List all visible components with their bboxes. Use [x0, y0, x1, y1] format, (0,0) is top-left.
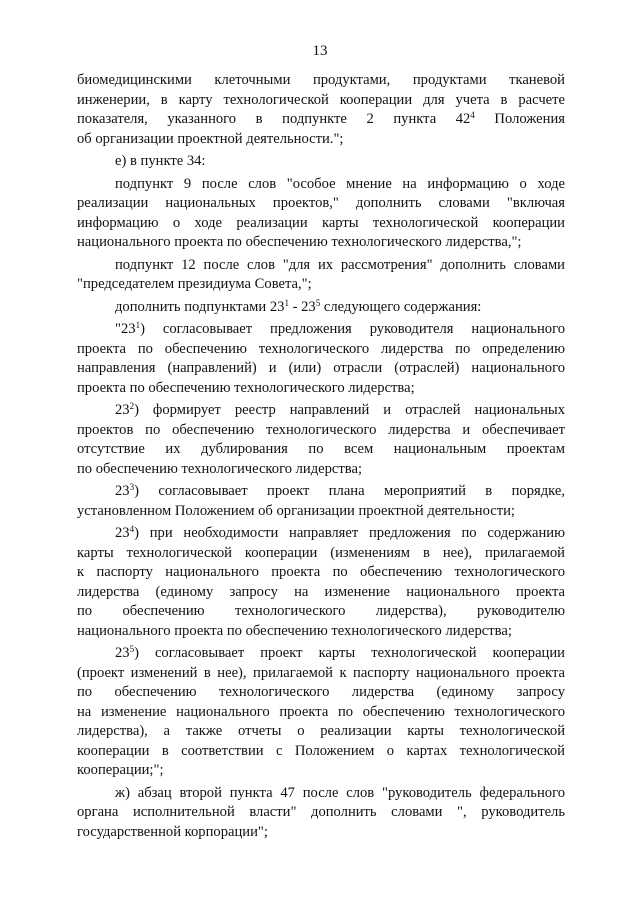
text-line: [77, 91, 565, 111]
text-segment: лидерства), а также отчеты о реализации карты технологической: [77, 723, 565, 739]
text-segment: по обеспечению технологического лидерства (единому запросу: [77, 684, 565, 700]
text-line: [77, 722, 565, 742]
text-line: [77, 340, 565, 360]
text-line: [77, 622, 565, 642]
text-line: [77, 761, 565, 781]
text-line: [77, 502, 565, 522]
text-segment: ) согласовывает проект плана мероприятий в порядке,: [134, 483, 565, 499]
text-segment: национального проекта по обеспечению технологического лидерства;: [77, 622, 512, 639]
text-segment: лидерства (единому запросу на изменение национального проекта: [77, 583, 565, 600]
text-segment: е) в пункте 34:: [115, 153, 206, 169]
text-segment: кооперации в соответствии с Положением о картах технологической: [77, 742, 565, 759]
text-segment: дополнить подпунктами 23: [115, 298, 285, 315]
superscript: 1: [135, 320, 141, 330]
text-segment: инженерии, в карту технологической кооперации для учета в расчете: [77, 91, 565, 108]
text-segment: ) согласовывает предложения руководителя национального: [140, 321, 565, 337]
text-segment: "23: [115, 321, 136, 337]
text-segment: ) согласовывает проект карты технологической кооперации: [134, 645, 565, 661]
text-line: [77, 379, 565, 399]
text-segment: "председателем президиума Совета,";: [77, 276, 312, 292]
text-segment: по обеспечению технологического лидерства;: [77, 460, 363, 477]
text-line: [77, 460, 565, 480]
superscript: 5: [315, 297, 321, 308]
text-line: [77, 823, 565, 843]
text-segment: проекта по обеспечению технологического лидерства;: [77, 379, 415, 396]
text-segment: на изменение национального проекта по обеспечению технологического: [77, 703, 565, 720]
document-body: [77, 71, 565, 842]
text-line: [77, 175, 565, 195]
superscript: 3: [129, 482, 135, 492]
text-line: [77, 664, 565, 684]
text-segment: 23: [115, 645, 130, 661]
text-segment: 23: [115, 525, 130, 541]
text-line: [77, 644, 565, 664]
text-line: [77, 524, 565, 544]
text-line: [77, 440, 565, 460]
text-segment: ) при необходимости направляет предложения по содержанию: [134, 525, 565, 541]
text-segment: информацию о ходе реализации карты технологической кооперации: [77, 214, 565, 231]
text-segment: подпункт 9 после слов "особое мнение на информацию о ходе: [115, 175, 565, 192]
superscript: 4: [470, 110, 475, 120]
text-segment: ) формирует реестр направлений и отраслей национальных: [134, 402, 565, 418]
text-line: [77, 214, 565, 234]
text-line: [77, 110, 565, 130]
text-segment: реализации национальных проектов," дополнить словами "включая: [77, 195, 565, 211]
text-line: [77, 683, 565, 703]
text-line: [77, 359, 565, 379]
text-segment: следующего содержания:: [320, 298, 482, 315]
page-number: 13: [312, 43, 328, 59]
text-segment: установленном Положением об организации проектной деятельности;: [77, 502, 515, 519]
text-segment: 23: [115, 483, 130, 499]
text-segment: органа исполнительной власти" дополнить словами ", руководитель: [77, 804, 565, 820]
text-segment: отсутствие их дублирования по всем национальным проектам: [77, 441, 565, 457]
text-segment: проекта по обеспечению технологического лидерства по определению: [77, 340, 565, 357]
text-line: [77, 421, 565, 441]
text-segment: кооперации;";: [77, 762, 164, 778]
superscript: 2: [129, 401, 135, 411]
text-segment: (проект изменений в нее), прилагаемой к паспорту национального проекта: [77, 664, 565, 681]
text-line: [77, 602, 565, 622]
text-line: [77, 583, 565, 603]
superscript: 5: [129, 644, 135, 654]
text-line: [77, 71, 565, 91]
text-line: [77, 130, 565, 150]
text-line: [77, 320, 565, 340]
text-line: [77, 703, 565, 723]
text-segment: национального проекта по обеспечению технологического лидерства,";: [77, 234, 522, 250]
text-segment: 23: [115, 402, 130, 418]
text-line: [77, 256, 565, 276]
text-line: [77, 194, 565, 214]
text-segment: ж) абзац второй пункта 47 после слов "руководитель федерального: [115, 784, 565, 801]
text-segment: к паспорту национального проекта по обеспечению технологического: [77, 564, 565, 580]
text-segment: карты технологической кооперации (изменениям в нее), прилагаемой: [77, 544, 565, 561]
text-line: [77, 401, 565, 421]
text-segment: подпункт 12 после слов "для их рассмотрения" дополнить словами: [115, 256, 565, 273]
text-line: [77, 233, 565, 253]
superscript: 4: [129, 524, 135, 534]
text-segment: государственной корпорации";: [77, 823, 268, 840]
text-line: [77, 482, 565, 502]
text-line: [77, 544, 565, 564]
text-segment: - 23: [288, 298, 316, 315]
text-line: [77, 742, 565, 762]
text-line: [77, 784, 565, 804]
text-line: [77, 298, 565, 318]
text-segment: по обеспечению технологического лидерства), руководителю: [77, 603, 565, 619]
text-line: [77, 563, 565, 583]
text-segment: Положения: [474, 111, 565, 127]
text-segment: биомедицинскими клеточными продуктами, продуктами тканевой: [77, 72, 565, 88]
text-segment: направления (направлений) и (или) отрасли (отраслей) национального: [77, 360, 565, 376]
text-segment: об организации проектной деятельности.";: [77, 130, 344, 147]
superscript: 1: [284, 297, 289, 308]
text-line: [77, 152, 565, 172]
text-line: [77, 803, 565, 823]
text-line: [77, 275, 565, 295]
text-segment: проектов по обеспечению технологического лидерства и обеспечивает: [77, 421, 565, 438]
text-segment: показателя, указанного в подпункте 2 пункта 42: [77, 111, 471, 127]
